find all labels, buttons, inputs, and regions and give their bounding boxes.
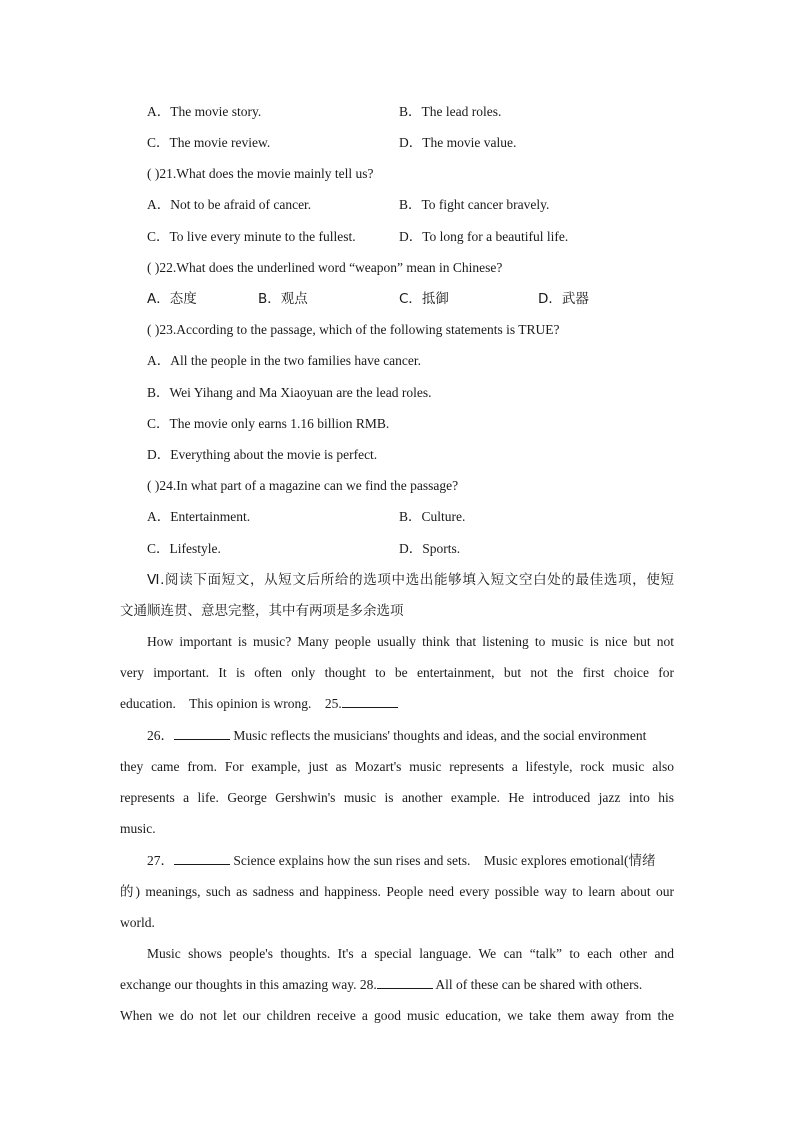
q21-option-d: D．To long for a beautiful life. xyxy=(399,229,569,244)
passage-p4-line2-end: All of these can be shared with others. xyxy=(432,977,643,992)
blank-25[interactable] xyxy=(342,695,398,708)
q22-option-b xyxy=(258,290,308,308)
blank-26[interactable] xyxy=(174,727,230,740)
passage-p1-line3 xyxy=(120,695,398,713)
q23-option-c: C．The movie only earns 1.16 billion RMB. xyxy=(147,416,390,431)
q24-stem: ( )24.In what part of a magazine can we find the passage? xyxy=(147,478,459,493)
q22-option-c xyxy=(399,290,449,308)
q22-option-d xyxy=(538,290,589,308)
passage-p2-line2: they came from. For example, just as Mozart's music represents a lifestyle, rock music also xyxy=(120,759,674,774)
passage-p2-line1 xyxy=(147,727,674,745)
passage-p4-line1: Music shows people's thoughts. It's a special language. We can “talk” to each other and xyxy=(147,946,674,961)
q24-option-c: C．Lifestyle. xyxy=(147,541,221,556)
passage-p4-line3: When we do not let our children receive a good music education, we take them away from the xyxy=(120,1008,674,1023)
q22-option-b-text: B．观点 xyxy=(258,291,308,307)
q22-stem: ( )22.What does the underlined word “weapon” mean in Chinese? xyxy=(147,260,503,275)
q22-option-c-text: C．抵御 xyxy=(399,291,449,307)
passage-p1-line2: very important. It is often only thought to be entertainment, but not the first choice for xyxy=(120,665,674,680)
q20-option-c: C．The movie review. xyxy=(147,135,271,150)
q21-option-a: A．Not to be afraid of cancer. xyxy=(147,197,312,212)
q22-option-a xyxy=(147,290,197,308)
q21-option-c: C．To live every minute to the fullest. xyxy=(147,229,356,244)
section6-instruction-line1: Ⅵ.阅读下面短文，从短文后所给的选项中选出能够填入短文空白处的最佳选项，使短 xyxy=(147,572,674,588)
q24-option-a: A．Entertainment. xyxy=(147,509,251,524)
passage-p3-line1-text: Science explains how the sun rises and sets. Music explores emotional(情绪 xyxy=(230,853,656,868)
section6-instruction-line2: 文通顺连贯、意思完整，其中有两项是多余选项 xyxy=(120,603,404,619)
q23-option-a: A．All the people in the two families have cancer. xyxy=(147,353,422,368)
q20-option-b: B．The lead roles. xyxy=(399,104,502,119)
blank-27[interactable] xyxy=(174,852,230,865)
blank-28[interactable] xyxy=(377,976,433,989)
blank-26-number: 26． xyxy=(147,728,174,743)
q23-option-d: D．Everything about the movie is perfect. xyxy=(147,447,378,462)
q23-option-b: B．Wei Yihang and Ma Xiaoyuan are the lead roles. xyxy=(147,385,432,400)
q23-stem: ( )23.According to the passage, which of the following statements is TRUE? xyxy=(147,322,560,337)
passage-p2-line4: music. xyxy=(120,821,156,836)
blank-27-number: 27． xyxy=(147,853,174,868)
passage-p4-line2-text: exchange our thoughts in this amazing way. 28. xyxy=(120,977,377,992)
q22-option-d-text: D．武器 xyxy=(538,291,589,307)
passage-p2-line1-text: Music reflects the musicians' thoughts and ideas, and the social environment xyxy=(230,728,647,743)
q20-option-d: D．The movie value. xyxy=(399,135,517,150)
passage-p3-line3: world. xyxy=(120,915,155,930)
q21-stem: ( )21.What does the movie mainly tell us? xyxy=(147,166,374,181)
passage-p3-line2: 的) meanings, such as sadness and happiness. People need every possible way to learn about our xyxy=(120,884,674,899)
q22-option-a-text: A．态度 xyxy=(147,291,197,307)
passage-p4-line2 xyxy=(120,976,642,994)
passage-p1-line1: How important is music? Many people usually think that listening to music is nice but not xyxy=(147,634,674,649)
passage-p3-line1 xyxy=(147,852,656,870)
q24-option-b: B．Culture. xyxy=(399,509,466,524)
passage-p1-line3-text: education. This opinion is wrong. 25. xyxy=(120,696,342,711)
q24-option-d: D．Sports. xyxy=(399,541,461,556)
q20-option-a: A．The movie story. xyxy=(147,104,262,119)
q21-option-b: B．To fight cancer bravely. xyxy=(399,197,550,212)
passage-p2-line3: represents a life. George Gershwin's music is another example. He introduced jazz into his xyxy=(120,790,674,805)
